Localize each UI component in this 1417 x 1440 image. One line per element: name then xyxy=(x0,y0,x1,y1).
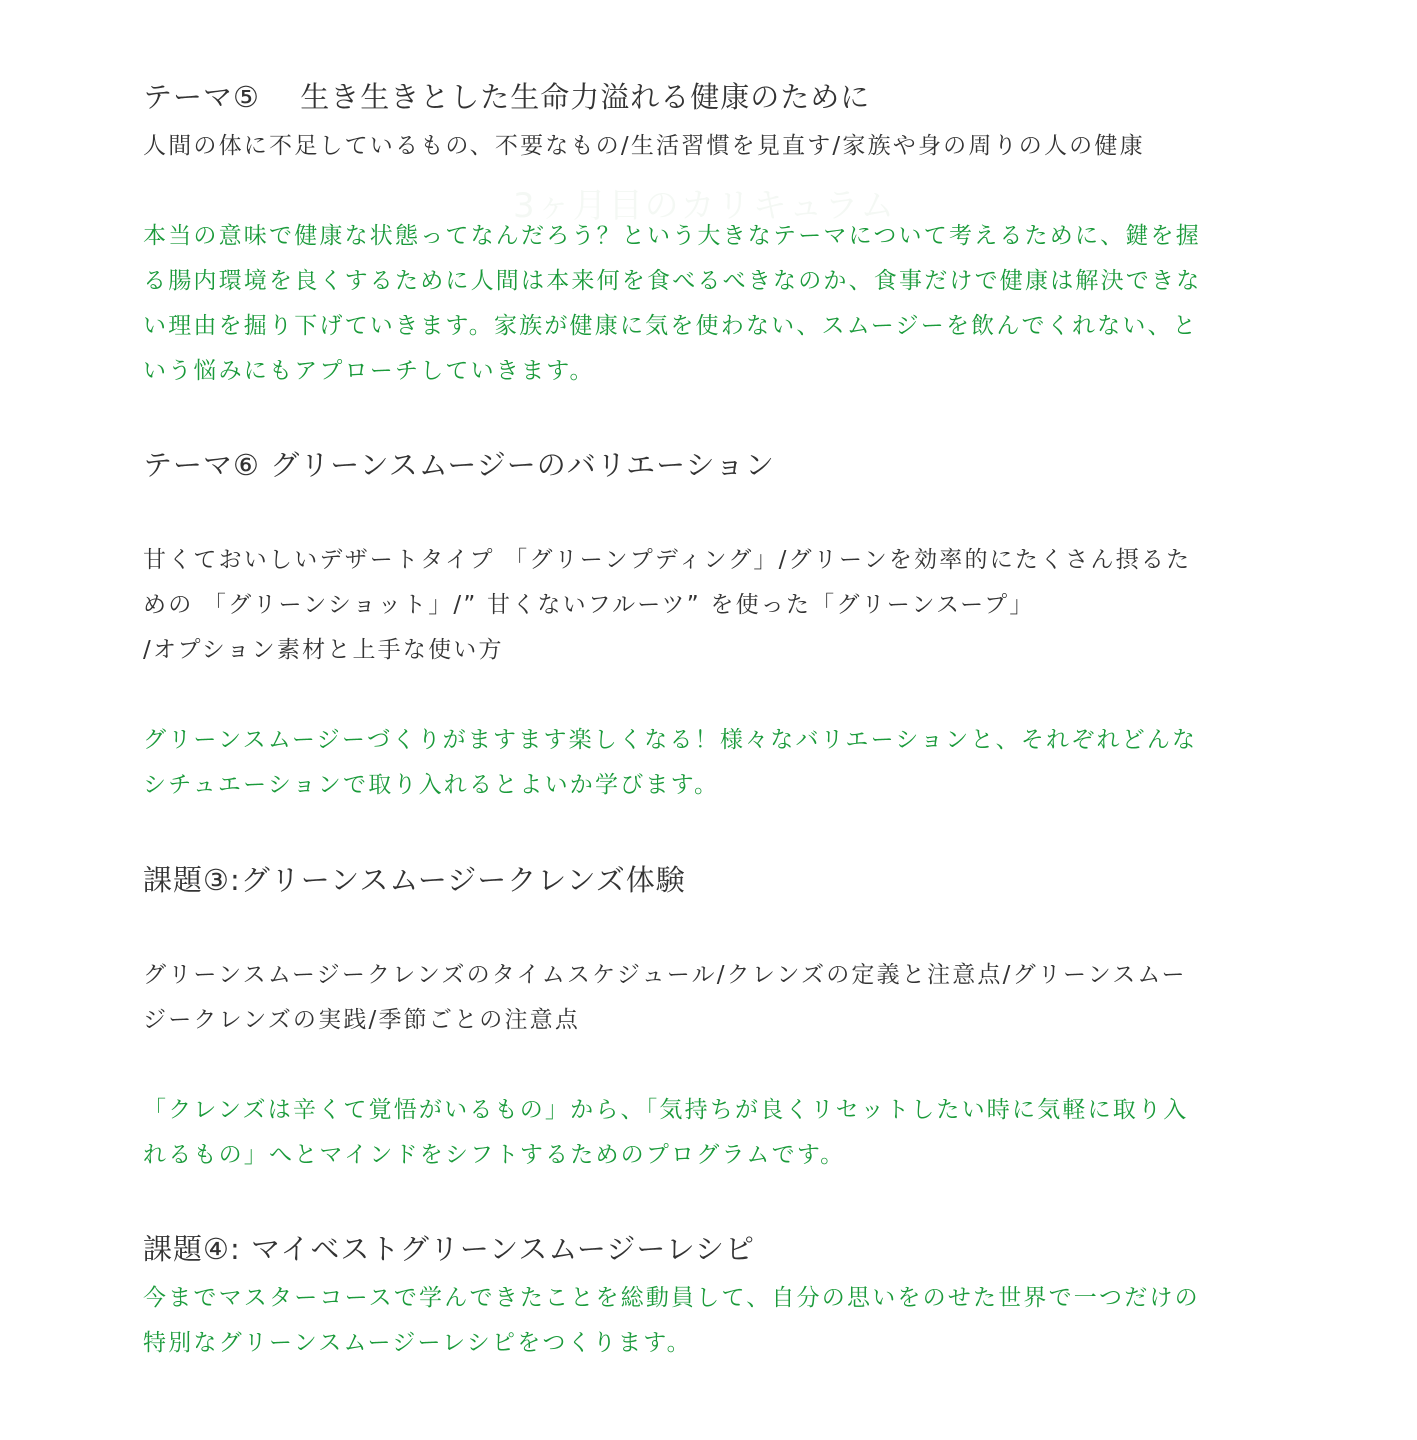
task4-description-line-1: 今までマスターコースで学んできたことを総動員して、自分の思いをのせた世界で一つだけの xyxy=(143,1285,1200,1311)
theme5-topics xyxy=(143,124,1258,169)
theme5-topics-line: 人間の体に不足しているもの、不要なもの/生活習慣を見直す/家族や身の周りの人の健康 xyxy=(143,133,1145,159)
theme6-description-line-2: シチュエーションで取り入れるとよいか学びます。 xyxy=(143,772,720,798)
theme6-description xyxy=(143,718,1258,808)
theme5-description-line-4: いう悩みにもアプローチしていきます。 xyxy=(143,358,595,384)
theme5-description-line-1: 本当の意味で健康な状態ってなんだろう？という大きなテーマについて考えるために、鍵を握 xyxy=(143,223,1201,249)
task3-description-line-1: 「クレンズは辛くて覚悟がいるもの」から、「気持ちが良くリセットしたい時に気軽に取り入 xyxy=(143,1097,1189,1123)
theme6-topics-line-1: 甘くておいしいデザートタイプ 「グリーンプディング」/グリーンを効率的にたくさん摂るた xyxy=(143,547,1192,573)
task3-topics-line-2: ジークレンズの実践/季節ごとの注意点 xyxy=(143,1007,581,1033)
task4-description xyxy=(143,1276,1258,1366)
theme6-description-line-1: グリーンスムージーづくりがますます楽しくなる！様々なバリエーションと、それぞれどんな xyxy=(143,727,1198,753)
faded-section-title: 3ヶ月目のカリキュラム xyxy=(513,186,897,226)
task3-topics-line-1: グリーンスムージークレンズのタイムスケジュール/クレンズの定義と注意点/グリーンスムー xyxy=(143,962,1187,988)
task3-heading: 課題③:グリーンスムージークレンズ体験 xyxy=(143,863,686,897)
task3-description-line-2: れるもの」へとマインドをシフトするためのプログラムです。 xyxy=(143,1142,846,1168)
theme6-topics-line-2: めの 「グリーンショット」/” 甘くないフルーツ” を使った「グリーンスープ」 xyxy=(143,592,1035,618)
theme6-topics-line-3: /オプション素材と上手な使い方 xyxy=(143,637,504,663)
theme5-description-line-2: る腸内環境を良くするために人間は本来何を食べるべきなのか、食事だけで健康は解決できな xyxy=(143,268,1202,294)
task4-heading: 課題④: マイベストグリーンスムージーレシピ xyxy=(143,1232,756,1266)
theme6-heading: テーマ⑥ グリーンスムージーのバリエーション xyxy=(143,448,775,482)
theme5-heading: テーマ⑤ 生き生きとした生命力溢れる健康のために xyxy=(143,80,871,114)
theme5-description xyxy=(143,214,1258,394)
task3-description xyxy=(143,1088,1258,1178)
task4-description-line-2: 特別なグリーンスムージーレシピをつくります。 xyxy=(143,1330,692,1356)
task3-topics xyxy=(143,953,1258,1043)
theme5-description-line-3: い理由を掘り下げていきます。家族が健康に気を使わない、スムージーを飲んでくれない、と xyxy=(143,313,1198,339)
theme6-topics xyxy=(143,538,1258,673)
